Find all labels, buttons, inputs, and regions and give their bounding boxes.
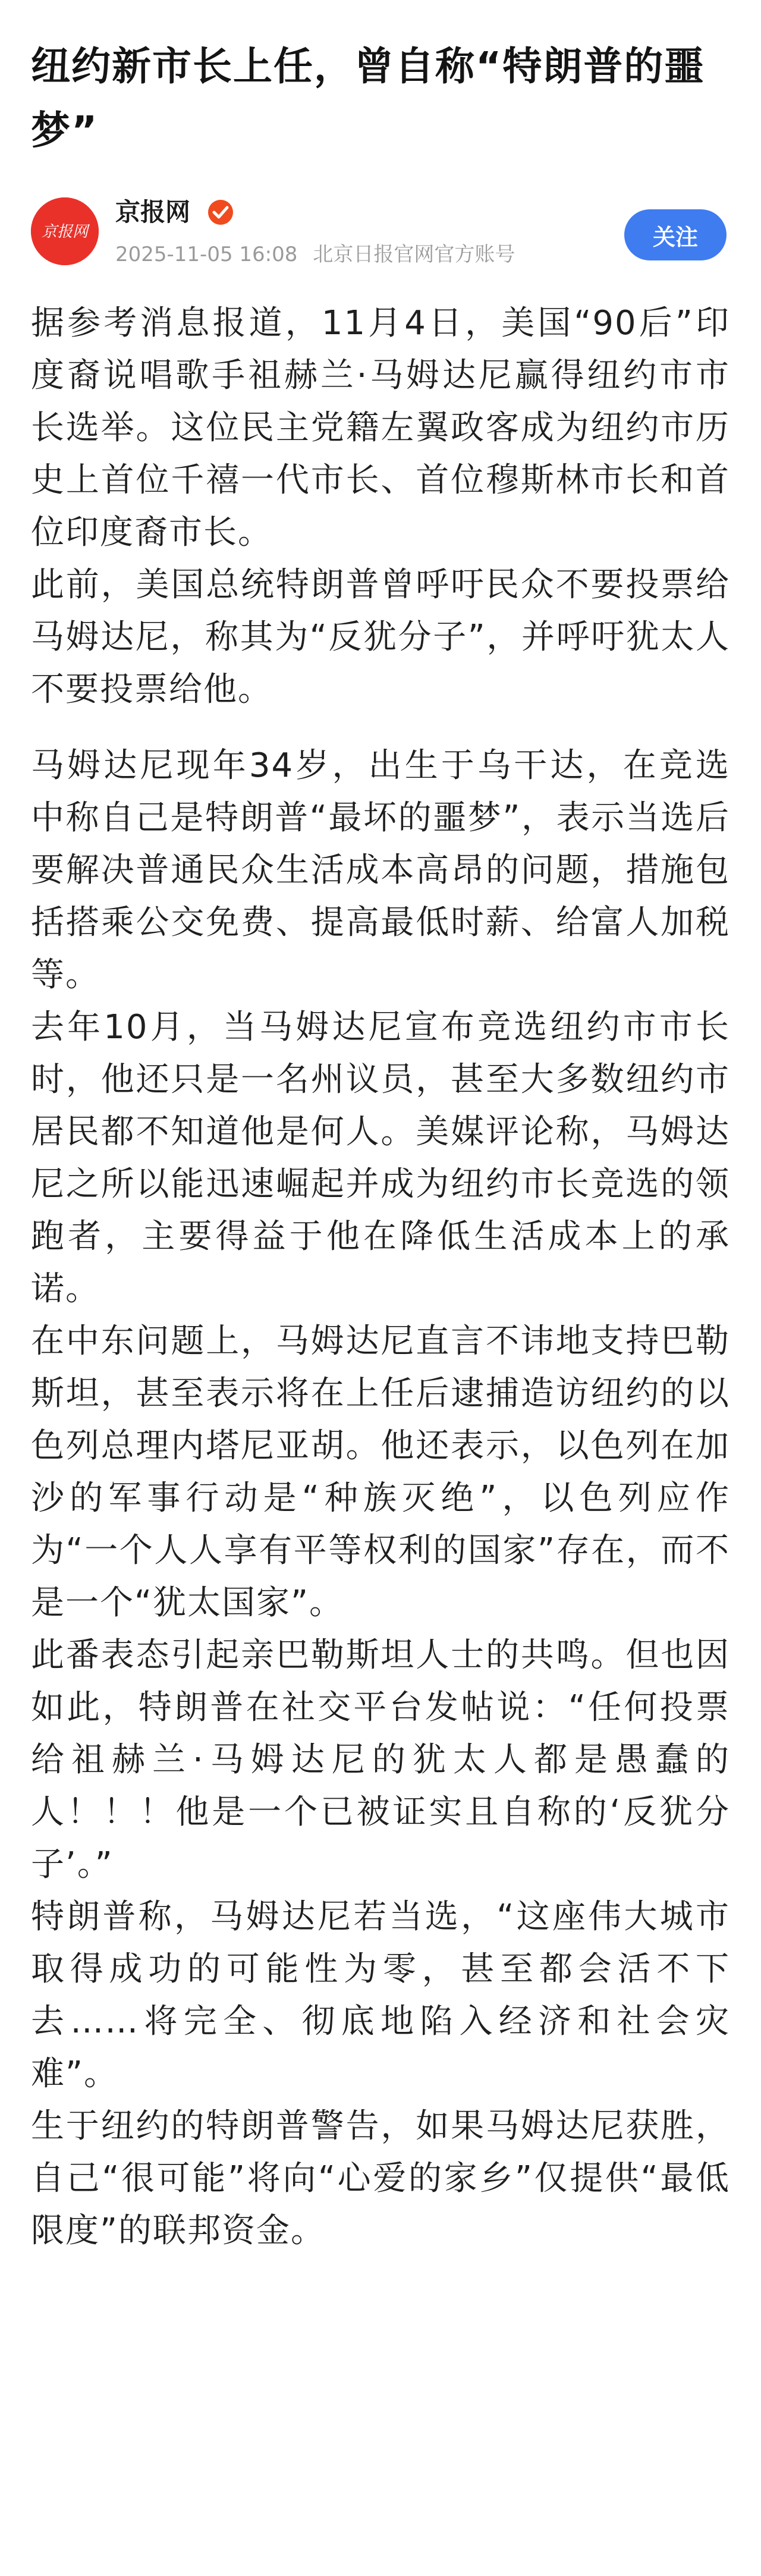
- page-title: 纽约新市长上任，曾自称“特朗普的噩梦”: [31, 43, 705, 153]
- source-logo-text: 京报网: [41, 223, 89, 241]
- article-paragraph: 此番表态引起亲巴勒斯坦人士的共鸣。但也因如此，特朗普在社交平台发帖说：“任何投票给祖赫兰·马姆达尼的犹太人都是愚蠢的人！！！他是一个已被证实且自称的‘反犹分子’。”: [31, 1636, 730, 1884]
- post-meta: [115, 240, 515, 269]
- article-paragraph: 据参考消息报道，11月4日，美国“90后”印度裔说唱歌手祖赫兰·马姆达尼赢得纽约市市长选举。这位民主党籍左翼政客成为纽约市历史上首位千禧一代市长、首位穆斯林市长和首位印度裔市长。: [31, 304, 730, 552]
- source-name[interactable]: 京报网: [115, 197, 191, 227]
- author-row: [31, 193, 732, 276]
- publish-date: 2025-11-05 16:08: [115, 243, 298, 266]
- article-paragraph: 在中东问题上，马姆达尼直言不讳地支持巴勒斯坦，甚至表示将在上任后逮捕造访纽约的以色列总理内塔尼亚胡。他还表示，以色列在加沙的军事行动是“种族灭绝”，以色列应作为“一个人人享有平等权利的国家”存在，而不是一个“犹太国家”。: [31, 1322, 730, 1622]
- source-logo[interactable]: [31, 197, 99, 265]
- follow-button[interactable]: 关注: [624, 209, 727, 260]
- article-body: [31, 297, 730, 2257]
- verified-badge-icon: [207, 199, 234, 226]
- article-paragraph: 马姆达尼现年34岁，出生于乌干达，在竞选中称自己是特朗普“最坏的噩梦”，表示当选后要解决普通民众生活成本高昂的问题，措施包括搭乘公交免费、提高最低时薪、给富人加税等。: [31, 746, 730, 994]
- source-logo-graphic: [31, 197, 99, 265]
- article-paragraph: 生于纽约的特朗普警告，如果马姆达尼获胜，自己“很可能”将向“心爱的家乡”仅提供“最低限度”的联邦资金。: [31, 2107, 730, 2250]
- account-description: 北京日报官网官方账号: [313, 243, 515, 266]
- article-paragraph: 去年10月，当马姆达尼宣布竞选纽约市市长时，他还只是一名州议员，甚至大多数纽约市居民都不知道他是何人。美媒评论称，马姆达尼之所以能迅速崛起并成为纽约市长竞选的领跑者，主要得益于他在降低生活成本上的承诺。: [31, 1008, 730, 1308]
- article-paragraph: 此前，美国总统特朗普曾呼吁民众不要投票给马姆达尼，称其为“反犹分子”，并呼吁犹太人不要投票给他。: [31, 566, 730, 709]
- article-paragraph: 特朗普称，马姆达尼若当选，“这座伟大城市取得成功的可能性为零，甚至都会活不下去……将完全、彻底地陷入经济和社会灾难”。: [31, 1898, 730, 2093]
